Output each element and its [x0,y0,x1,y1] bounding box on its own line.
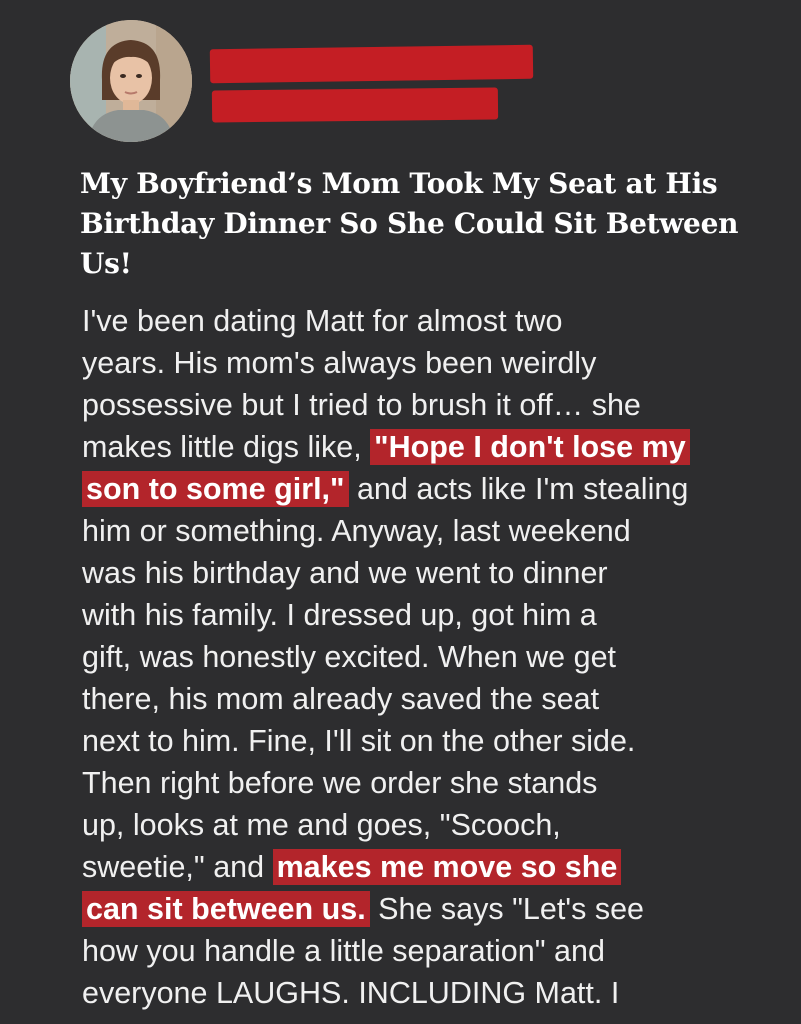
body-text: and acts like I'm stealing him or something. Anyway, last weekend was his birthday and we went to dinner with his family. I dressed up, got him a gift, was honestly excited. When we get there, his mom already saved the seat next to him. Fine, I'll sit on the other side. Then right before we order she stands up, looks at me and goes, "Scooch, sweetie," and [82,472,689,884]
body-text: I've been dating Matt for almost two years. His mom's always been weirdly possessive but I tried to brush it off… she makes little digs like, [82,304,641,464]
redacted-handle [212,88,498,123]
highlight-quote-cont: son to some girl," [82,471,349,507]
redacted-name [210,45,533,84]
post-body [82,300,782,1014]
post-title: My Boyfriend’s Mom Took My Seat at His Birthday Dinner So She Could Sit Between Us! [80,167,739,280]
body-text: She says "Let's see how you handle a little separation" and everyone LAUGHS. INCLUDING Matt. I [82,892,645,1010]
avatar[interactable] [70,20,192,142]
highlight-move-cont: can sit between us. [82,891,370,927]
highlight-move: makes me move so she [273,849,622,885]
post-header [70,20,550,145]
user-avatar-icon [70,20,192,142]
highlight-quote: "Hope I don't lose my [370,429,690,465]
